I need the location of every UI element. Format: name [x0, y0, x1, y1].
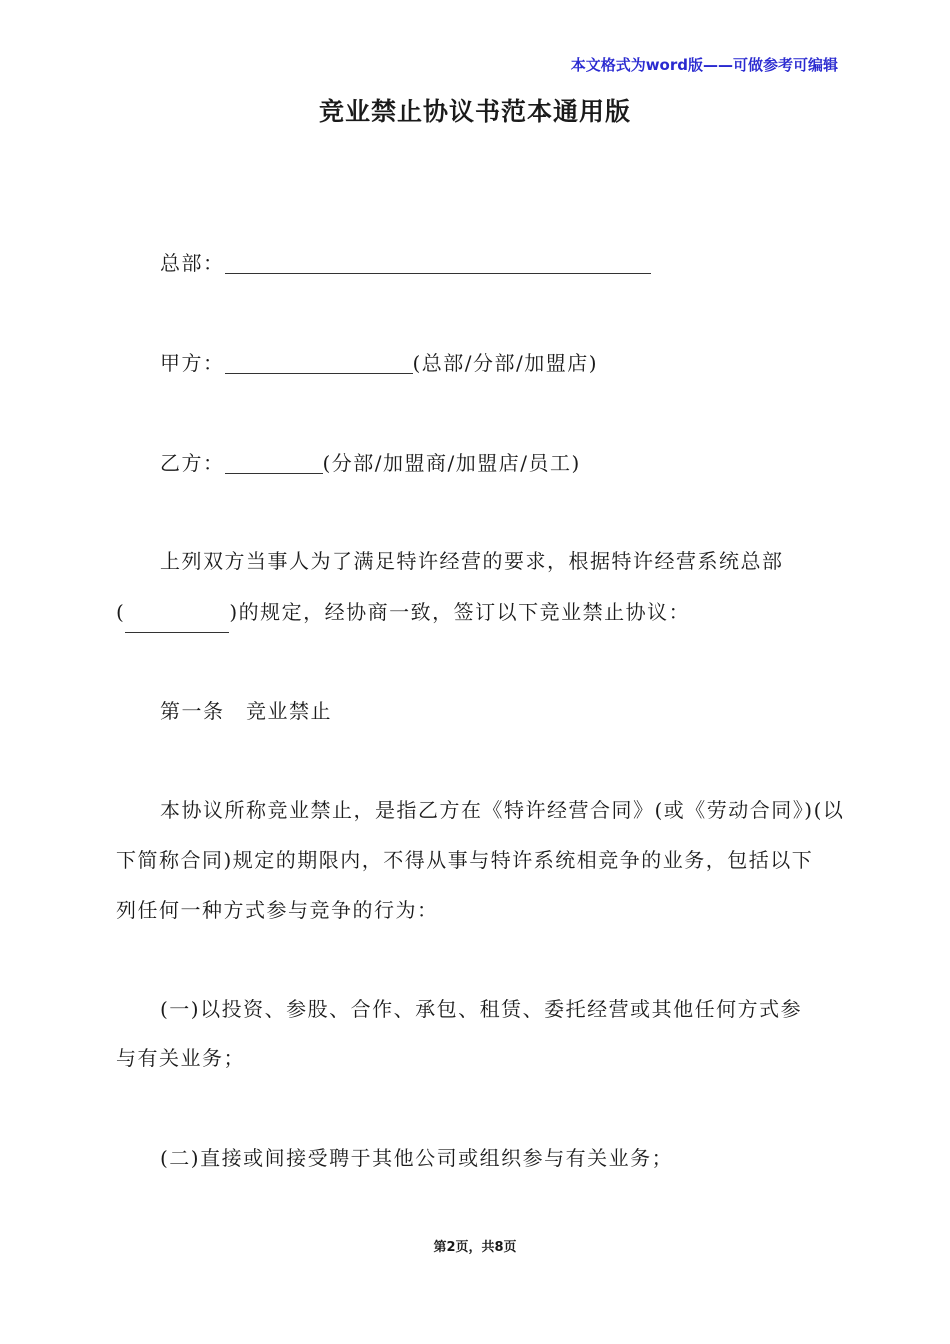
party-b-blank[interactable] [225, 451, 323, 474]
headquarters-paren-blank[interactable] [125, 610, 229, 633]
article-1-heading: 第一条 竞业禁止 [160, 699, 332, 723]
intro-line-2 [116, 588, 836, 637]
article-1-para-line-1: 本协议所称竞业禁止，是指乙方在《特许经营合同》(或《劳动合同》)(以 [160, 798, 845, 822]
headquarters-label: 总部： [160, 251, 225, 275]
item-2-line-1: (二)直接或间接受聘于其他公司或组织参与有关业务； [160, 1146, 674, 1170]
item-1-line-1: (一)以投资、参股、合作、承包、租赁、委托经营或其他任何方式参 [160, 997, 803, 1021]
party-b-field [160, 448, 581, 478]
party-a-label: 甲方： [160, 351, 225, 375]
article-1-para-line-3: 列任何一种方式参与竞争的行为： [116, 898, 439, 922]
article-1-para-line-2: 下简称合同)规定的期限内，不得从事与特许系统相竞争的业务，包括以下 [116, 848, 814, 872]
party-a-field [160, 348, 598, 378]
party-a-suffix: (总部/分部/加盟店) [412, 351, 599, 375]
party-a-blank[interactable] [225, 351, 413, 374]
party-b-label: 乙方： [160, 451, 225, 475]
intro-line-1: 上列双方当事人为了满足特许经营的要求，根据特许经营系统总部 [160, 549, 784, 573]
page-footer: 第2页，共8页 [433, 1240, 517, 1255]
headquarters-field [160, 248, 651, 278]
document-title: 竞业禁止协议书范本通用版 [318, 97, 631, 126]
item-1-line-2: 与有关业务； [116, 1046, 245, 1070]
party-b-suffix: (分部/加盟商/加盟店/员工) [322, 451, 581, 475]
headquarters-blank[interactable] [225, 251, 651, 274]
header-note: 本文格式为word版——可做参考可编辑 [570, 56, 838, 74]
intro-line-2-suffix: )的规定，经协商一致，签订以下竞业禁止协议： [229, 600, 691, 624]
intro-line-2-prefix: ( [116, 600, 126, 624]
